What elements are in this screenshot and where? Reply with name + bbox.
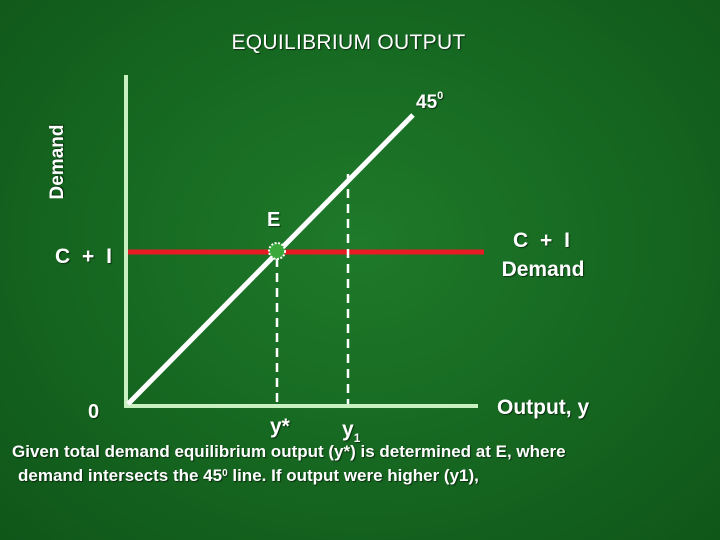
x-axis-label: Output, y: [497, 396, 590, 419]
y-axis-label: Demand: [47, 124, 68, 200]
diagram-title: EQUILIBRIUM OUTPUT: [231, 31, 466, 54]
caption-line-1: Given total demand equilibrium output (y*) is determined at E, where: [12, 442, 566, 461]
origin-label: 0: [88, 401, 100, 423]
c-plus-i-axis-label: C + I: [55, 245, 115, 268]
equilibrium-point-marker: [269, 243, 285, 259]
angle-label-45: $45^0$: [416, 90, 444, 113]
c-plus-i-demand-label: C + I Demand: [501, 229, 585, 281]
caption-text: [12, 440, 566, 488]
y1-label: $y_1$: [342, 418, 361, 445]
equilibrium-label: E: [267, 209, 281, 231]
caption-line-2: demand intersects the $45^0$ line. If output were higher (y1),: [18, 466, 479, 485]
ystar-label: y*: [270, 415, 290, 438]
line-45-degree: [128, 115, 413, 404]
